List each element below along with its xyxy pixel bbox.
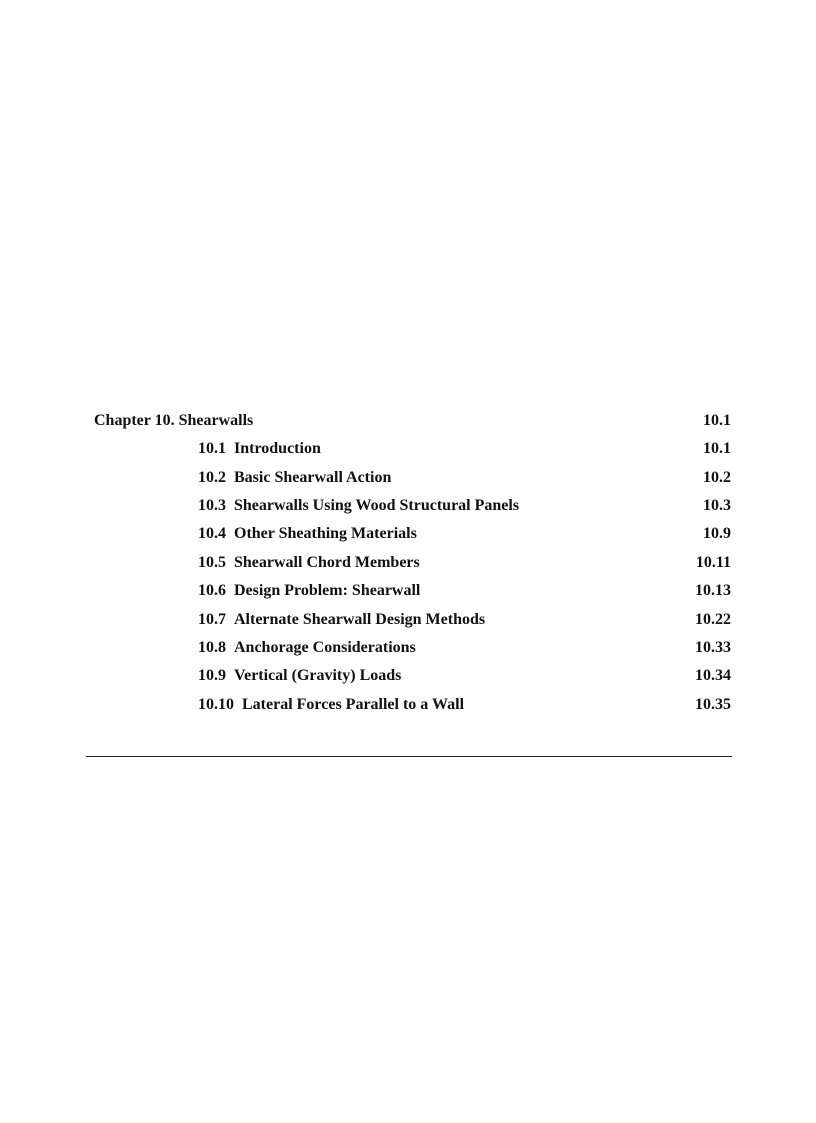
toc-entry — [0, 437, 816, 461]
section-title: Shearwall Chord Members — [234, 554, 420, 571]
section-number: 10.3 — [198, 497, 226, 514]
toc-entry — [0, 579, 816, 603]
section-page-number: 10.1 — [703, 440, 731, 457]
section-page-number: 10.33 — [695, 639, 731, 656]
horizontal-rule — [86, 756, 732, 757]
toc-entry — [0, 522, 816, 546]
section-page-number: 10.3 — [703, 497, 731, 514]
section-page-number: 10.11 — [695, 554, 731, 571]
toc-entry — [0, 664, 816, 688]
section-page-number: 10.2 — [703, 469, 731, 486]
section-number: 10.9 — [198, 667, 226, 684]
toc-entry — [0, 466, 816, 490]
section-number: 10.6 — [198, 582, 226, 599]
section-title: Basic Shearwall Action — [234, 469, 392, 486]
section-page-number: 10.22 — [695, 611, 731, 628]
section-page-number: 10.34 — [695, 667, 731, 684]
section-number: 10.7 — [198, 611, 226, 628]
toc-entry — [0, 693, 816, 717]
section-number: 10.2 — [198, 469, 226, 486]
section-title: Design Problem: Shearwall — [234, 582, 421, 599]
section-page-number: 10.35 — [695, 696, 731, 713]
chapter-page-number: 10.1 — [703, 412, 731, 429]
section-title: Shearwalls Using Wood Structural Panels — [234, 497, 520, 514]
section-number: 10.1 — [198, 440, 226, 457]
section-number: 10.10 — [198, 696, 234, 713]
section-number: 10.4 — [198, 525, 226, 542]
section-page-number: 10.9 — [703, 525, 731, 542]
section-number: 10.5 — [198, 554, 226, 571]
section-title: Vertical (Gravity) Loads — [234, 667, 402, 684]
toc-entry — [0, 608, 816, 632]
toc-entry — [0, 494, 816, 518]
toc-entry — [0, 636, 816, 660]
section-title: Introduction — [234, 440, 321, 457]
section-title: Lateral Forces Parallel to a Wall — [242, 696, 465, 713]
toc-entry — [0, 551, 816, 575]
section-number: 10.8 — [198, 639, 226, 656]
section-title: Anchorage Considerations — [234, 639, 416, 656]
chapter-title: Chapter 10. Shearwalls — [94, 412, 254, 429]
section-title: Alternate Shearwall Design Methods — [234, 611, 486, 628]
section-page-number: 10.13 — [695, 582, 731, 599]
section-title: Other Sheathing Materials — [234, 525, 417, 542]
